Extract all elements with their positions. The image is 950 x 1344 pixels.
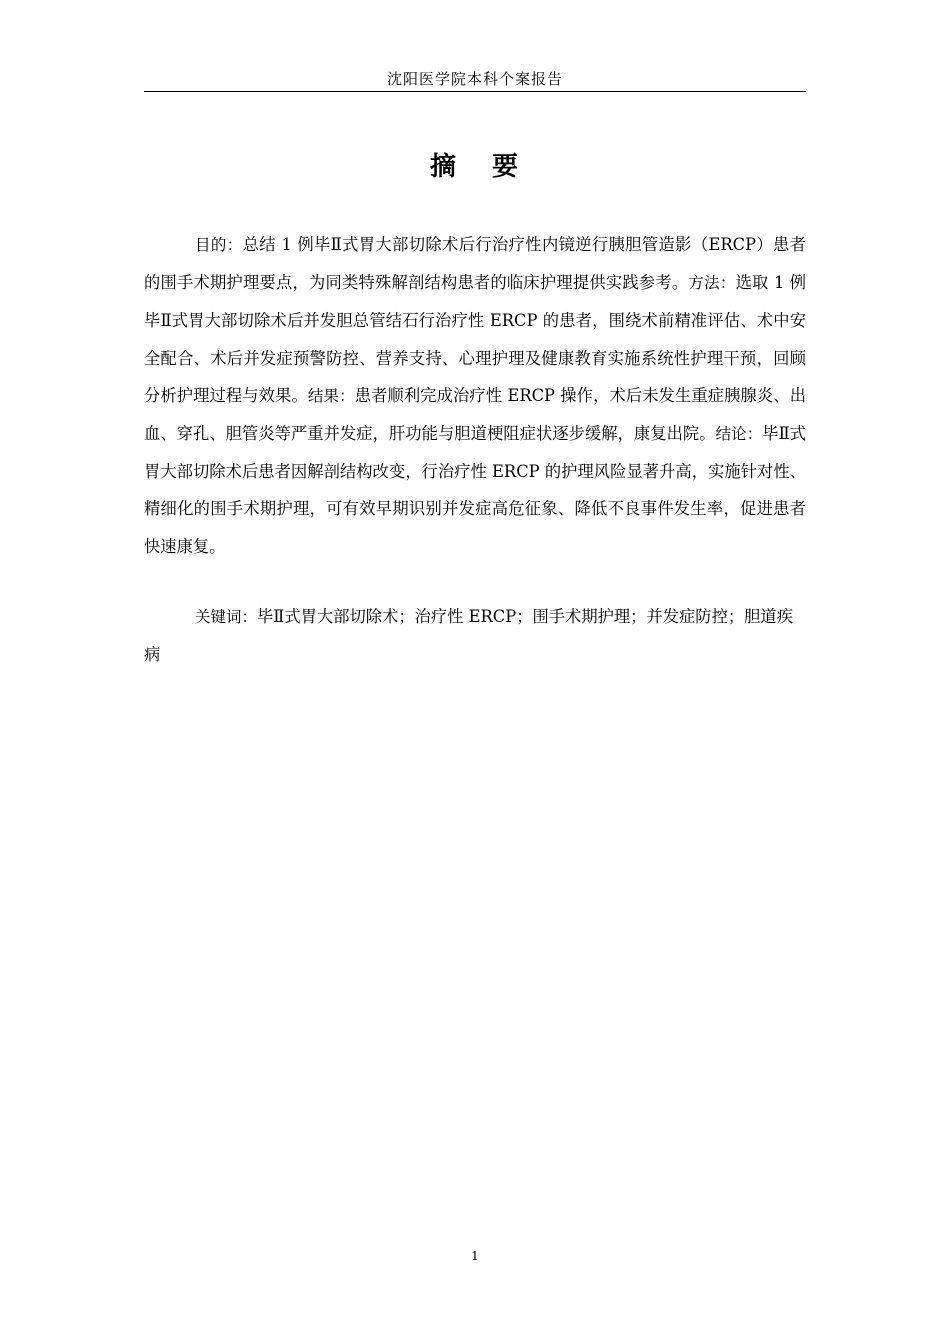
objective-text: 总结 1 例毕Ⅱ式胃大部切除术后行治疗性内镜逆行胰胆管造影（ERCP）患者的围手术期护理要点，为同类特殊解剖结构患者的临床护理提供实践参考。 (144, 235, 806, 293)
method-label: 方法： (688, 274, 736, 293)
conclusion-label: 结论： (715, 425, 763, 444)
method-text: 选取 1 例毕Ⅱ式胃大部切除术后并发胆总管结石行治疗性 ERCP 的患者，围绕术前精准评估、术中安全配合、术后并发症预警防控、营养支持、心理护理及健康教育实施系统性护理干预，回顾分析护理过程与效果。 (144, 273, 806, 405)
keywords-label: 关键词： (195, 608, 258, 626)
institution-title: 沈阳医学院本科个案报告 (386, 70, 563, 88)
page-number: 1 (471, 1249, 479, 1263)
conclusion-text: 毕Ⅱ式胃大部切除术后患者因解剖结构改变，行治疗性 ERCP 的护理风险显著升高，实施针对性、精细化的围手术期护理，可有效早期识别并发症高危征象、降低不良事件发生率，促进患者快速康复。 (144, 424, 806, 556)
abstract-body (144, 226, 806, 565)
result-text: 患者顺利完成治疗性 ERCP 操作，术后未发生重症胰腺炎、出血、穿孔、胆管炎等严重并发症，肝功能与胆道梗阻症状逐步缓解，康复出院。 (144, 385, 806, 444)
keywords-paragraph (144, 598, 806, 673)
keywords-text: 毕Ⅱ式胃大部切除术；治疗性 ERCP；围手术期护理；并发症防控；胆道疾病 (144, 607, 793, 665)
objective-label: 目的： (195, 236, 243, 254)
result-label: 结果： (307, 386, 355, 405)
abstract-title-part1: 摘 (429, 152, 458, 182)
abstract-title-part2: 要 (492, 152, 521, 182)
abstract-title (144, 146, 806, 188)
page-header (144, 68, 806, 92)
abstract-paragraph (144, 226, 806, 565)
